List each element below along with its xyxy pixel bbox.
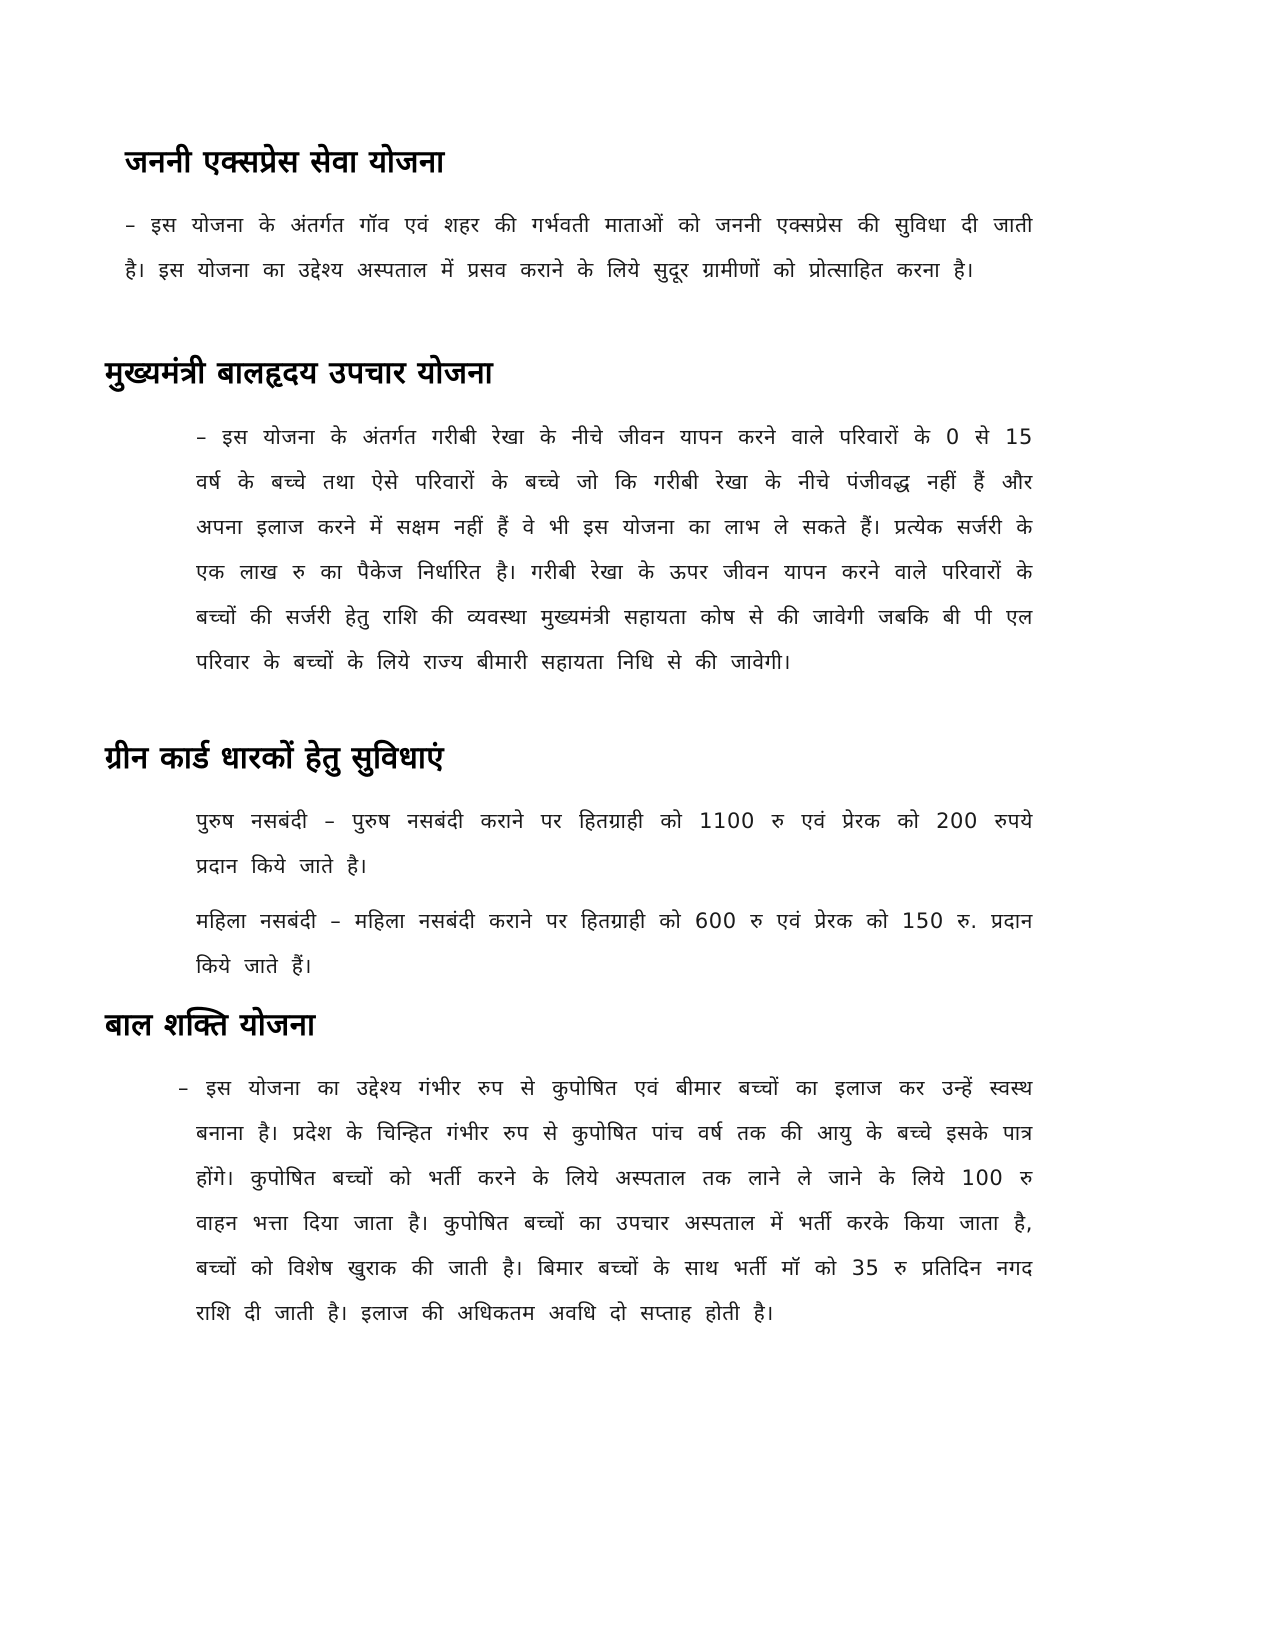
- section-heading-bal-shakti: बाल शक्ति योजना: [105, 1007, 316, 1043]
- section-heading-janani-express: जननी एक्सप्रेस सेवा योजना: [125, 144, 445, 180]
- section-paragraph-balhriday: – इस योजना के अंतर्गत गरीबी रेखा के नीचे जीवन यापन करने वाले परिवारों के 0 से 15 वर्ष के बच्चे तथा ऐसे परिवारों के बच्चे जो कि गरीबी रेखा के नीचे पंजीवद्ध नहीं हैं और अपना इलाज करने में सक्षम नहीं हैं वे भी इस योजना का लाभ ले सकते हैं। प्रत्येक सर्जरी के एक लाख रु का पैकेज निर्धारित है। गरीबी रेखा के ऊपर जीवन यापन करने वाले परिवारों के बच्चों की सर्जरी हेतु राशि की व्यवस्था मुख्यमंत्री सहायता कोष से की जावेगी जबकि बी पी एल परिवार के बच्चों के लिये राज्य बीमारी सहायता निधि से की जावेगी।: [196, 425, 1033, 674]
- section-heading-balhriday: मुख्यमंत्री बालहृदय उपचार योजना: [105, 355, 494, 391]
- section-paragraph-male-sterilization: पुरुष नसबंदी – पुरुष नसबंदी कराने पर हितग्राही को 1100 रु एवं प्रेरक को 200 रुपये प्रदान किये जाते है।: [196, 809, 1033, 878]
- section-paragraph-janani-express: – इस योजना के अंतर्गत गॉव एवं शहर की गर्भवती माताओं को जननी एक्सप्रेस की सुविधा दी जाती है। इस योजना का उद्देश्य अस्पताल में प्रसव कराने के लिये सुदूर ग्रामीणों को प्रोत्साहित करना है।: [125, 213, 1033, 282]
- section-heading-green-card: ग्रीन कार्ड धारकों हेतु सुविधाएं: [105, 740, 445, 776]
- section-paragraph-female-sterilization: महिला नसबंदी – महिला नसबंदी कराने पर हितग्राही को 600 रु एवं प्रेरक को 150 रु. प्रदान किये जाते हैं।: [196, 909, 1033, 978]
- section-paragraph-bal-shakti: – इस योजना का उद्देश्य गंभीर रुप से कुपोषित एवं बीमार बच्चों का इलाज कर उन्हें स्वस्थ बनाना है। प्रदेश के चिन्हित गंभीर रुप से कुपोषित पांच वर्ष तक की आयु के बच्चे इसके पात्र होंगे। कुपोषित बच्चों को भर्ती करने के लिये अस्पताल तक लाने ले जाने के लिये 100 रु वाहन भत्ता दिया जाता है। कुपोषित बच्चों का उपचार अस्पताल में भर्ती करके किया जाता है, बच्चों को विशेष खुराक की जाती है। बिमार बच्चों के साथ भर्ती मॉ को 35 रु प्रतिदिन नगद राशि दी जाती है। इलाज की अधिकतम अवधि दो सप्ताह होती है।: [178, 1076, 1033, 1325]
